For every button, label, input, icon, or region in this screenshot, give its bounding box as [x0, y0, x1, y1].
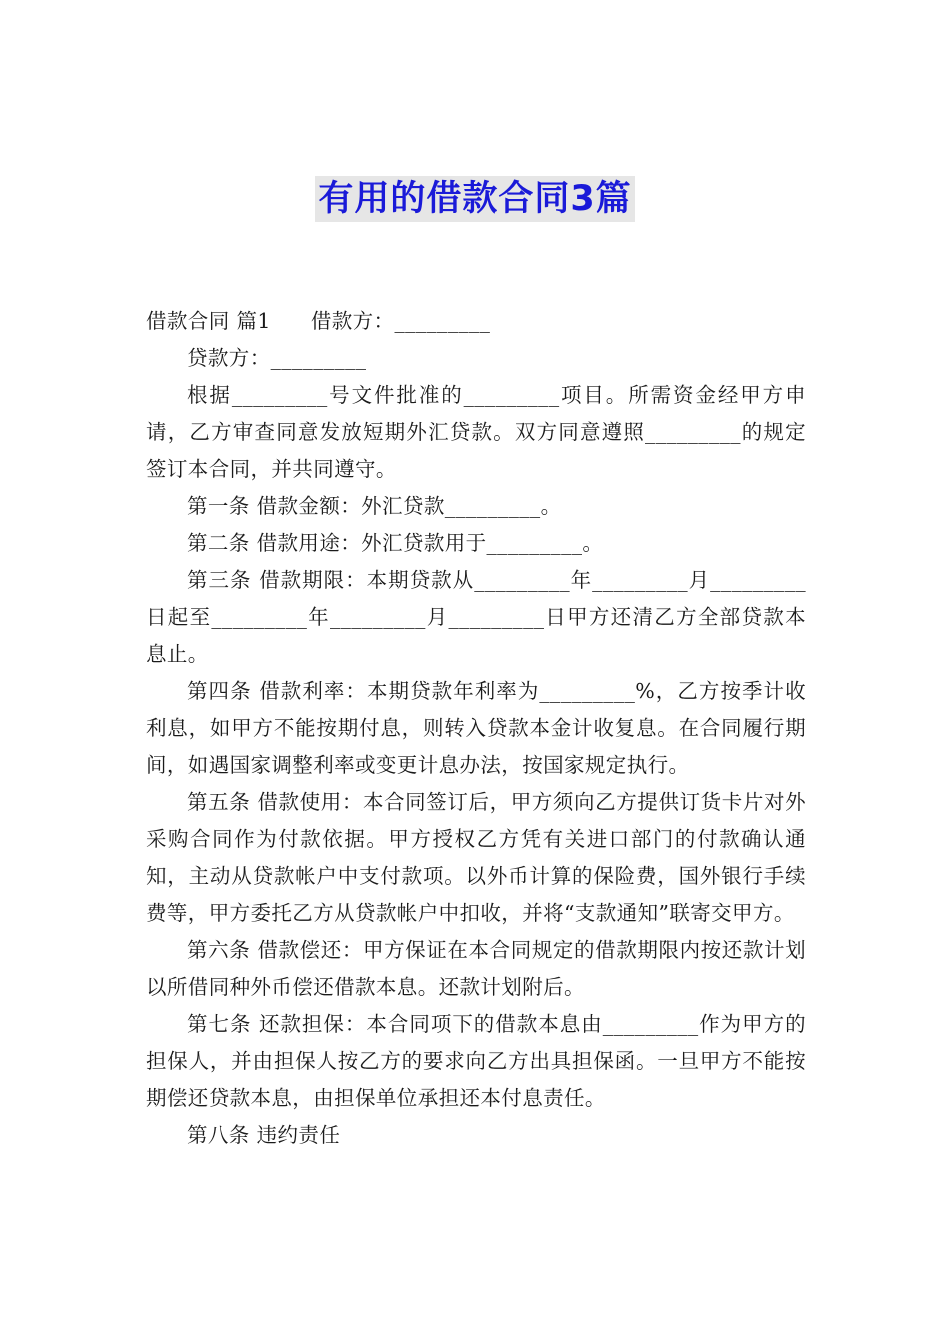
lender-field: 贷款方：_________: [187, 346, 367, 370]
article-2: 第二条 借款用途：外汇贷款用于_________。: [187, 531, 604, 555]
document-title: 有用的借款合同3篇: [315, 176, 634, 222]
article-6: 第六条 借款偿还：甲方保证在本合同规定的借款期限内按还款计划以所借同种外币偿还借款本息。还款计划附后。: [146, 938, 806, 999]
borrower-field: 借款方：_________: [310, 309, 491, 333]
contract-heading-line: [146, 303, 806, 340]
article-3: 第三条 借款期限：本期贷款从_________年_________月_________日起至_________年_________月_________日甲方还清乙方全部贷款本息止。: [146, 568, 806, 666]
article-8: 第八条 违约责任: [187, 1123, 341, 1147]
article-5: 第五条 借款使用：本合同签订后，甲方须向乙方提供订货卡片对外采购合同作为付款依据。甲方授权乙方凭有关进口部门的付款确认通知，主动从贷款帐户中支付款项。以外币计算的保险费，国外银行手续费等，甲方委托乙方从贷款帐户中扣收，并将“支款通知”联寄交甲方。: [146, 790, 806, 925]
article-4: 第四条 借款利率：本期贷款年利率为_________%，乙方按季计收利息，如甲方不能按期付息，则转入贷款本金计收复息。在合同履行期间，如遇国家调整利率或变更计息办法，按国家规定执行。: [146, 679, 806, 777]
title-wrapper: [0, 176, 950, 222]
article-7: 第七条 还款担保：本合同项下的借款本息由_________作为甲方的担保人，并由担保人按乙方的要求向乙方出具担保函。一旦甲方不能按期偿还贷款本息，由担保单位承担还本付息责任。: [146, 1012, 806, 1110]
basis-paragraph: 根据_________号文件批准的_________项目。所需资金经甲方申请，乙方审查同意发放短期外汇贷款。双方同意遵照_________的规定签订本合同，并共同遵守。: [146, 383, 806, 481]
contract-section-label: 借款合同 篇1: [146, 309, 271, 333]
document-body: [146, 303, 806, 1154]
article-1: 第一条 借款金额：外汇贷款_________。: [187, 494, 562, 518]
